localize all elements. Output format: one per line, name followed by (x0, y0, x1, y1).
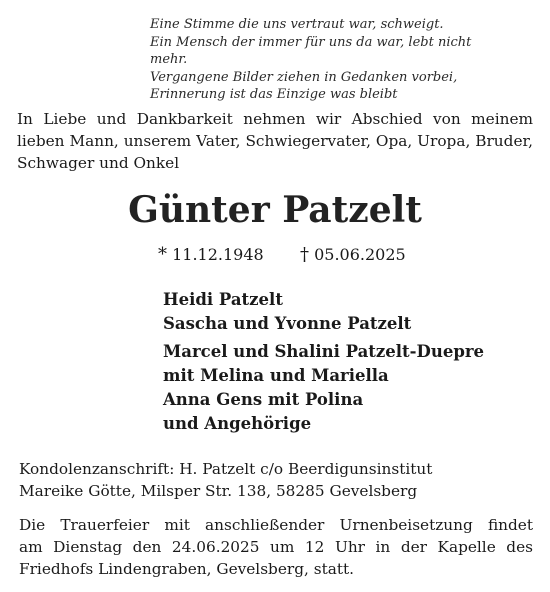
mourner-entry: Sascha und Yvonne Patzelt (163, 314, 412, 333)
mourner-entry: Marcel und Shalini Patzelt-Duepre (163, 342, 485, 361)
mourner-entry: und Angehörige (163, 414, 312, 433)
memorial-poem (150, 16, 530, 104)
death-date-line (300, 244, 406, 266)
birth-star-icon: * (158, 244, 167, 265)
mourner-entry: mit Melina und Mariella (163, 366, 389, 385)
poem-line: Eine Stimme die uns vertraut war, schweigt. (150, 17, 444, 32)
birth-date: 11.12.1948 (172, 245, 264, 264)
poem-line: Vergangene Bilder ziehen in Gedanken vorbei, (150, 69, 458, 85)
mourners-list (163, 288, 484, 436)
death-date: 05.06.2025 (314, 245, 406, 264)
farewell-intro (17, 108, 533, 174)
birth-date-line (158, 244, 264, 266)
service-line: am Dienstag den 24.06.2025 um 12 Uhr in der Kapelle des (19, 538, 533, 556)
service-line: Friedhofs Lindengraben, Gevelsberg, statt. (19, 560, 355, 578)
mourner-entry: Anna Gens mit Polina (163, 390, 364, 409)
poem-line: mehr. (150, 52, 188, 67)
intro-line: lieben Mann, unserem Vater, Schwiegervater, Opa, Uropa, (17, 132, 471, 150)
condolence-line: Kondolenzanschrift: H. Patzelt c/o Beerdigunsinstitut (19, 460, 433, 478)
deceased-name: Günter Patzelt (128, 189, 422, 231)
funeral-service-info (19, 514, 533, 580)
poem-line: Ein Mensch der immer für uns da war, lebt nicht (150, 34, 472, 50)
poem-line: Erinnerung ist das Einzige was bleibt (150, 87, 398, 102)
condolence-address (19, 458, 535, 502)
death-cross-icon: † (300, 244, 309, 265)
condolence-line: Mareike Götte, Milsper Str. 138, 58285 Gevelsberg (19, 482, 418, 500)
intro-line: In Liebe und Dankbarkeit nehmen wir Abschied von meinem (17, 110, 533, 128)
intro-line: Bruder, Schwager und Onkel (17, 132, 533, 172)
mourner-entry: Heidi Patzelt (163, 290, 283, 309)
service-line: Die Trauerfeier mit anschließender Urnenbeisetzung findet (19, 516, 533, 534)
